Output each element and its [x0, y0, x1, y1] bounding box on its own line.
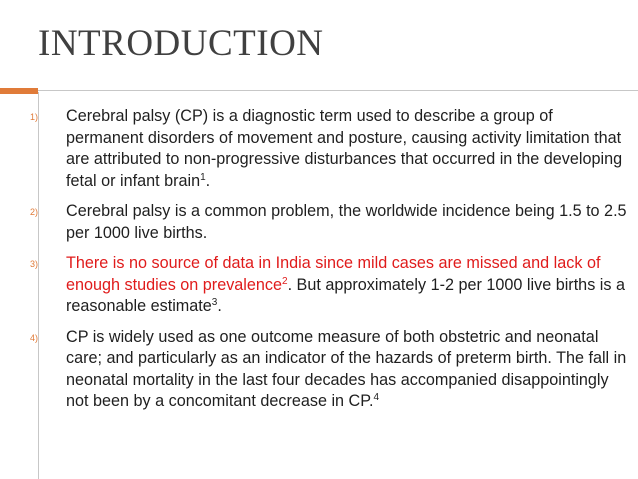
list-number: 2)	[30, 207, 39, 217]
reference-marker: 3	[211, 297, 218, 308]
title-divider	[38, 90, 638, 91]
list-item-1	[28, 106, 628, 192]
list-item-text: Cerebral palsy is a common problem, the worldwide incidence being 1.5 to 2.5 per 1000 live births.	[66, 202, 627, 242]
list-item-text: CP is widely used as one outcome measure of both obstetric and neonatal care; and particularly as an indicator of the hazards of preterm birth. The fall in neonatal mortality in the last four decades has accompanied disappointingly not been by a concomitant decrease in CP.	[66, 327, 627, 410]
list-item-4	[28, 327, 628, 413]
list-number: 4)	[30, 332, 39, 343]
list-item-2	[28, 201, 628, 244]
list-item-text: . But approximately 1-2 per 1000 live births is a reasonable estimate	[66, 275, 625, 315]
reference-marker: 4	[373, 392, 380, 403]
reference-marker: 1	[200, 171, 206, 183]
intro-list	[28, 106, 628, 422]
list-number: 1)	[30, 112, 39, 122]
list-item-end: .	[205, 171, 211, 190]
list-item-end: .	[217, 297, 222, 315]
highlighted-text: There is no source of data in India since mild cases are missed and lack of enough studies on prevalence	[66, 254, 601, 294]
list-number: 3)	[30, 259, 39, 269]
list-item-3	[28, 253, 628, 318]
list-item-text: Cerebral palsy (CP) is a diagnostic term used to describe a group of permanent disorders of movement and posture, causing activity limitation that are attributed to non-progressive disturbances that occurred in the developing fetal or infant brain	[66, 107, 623, 190]
reference-marker: 2	[282, 275, 288, 287]
accent-bar	[0, 88, 38, 94]
slide-title: INTRODUCTION	[38, 23, 324, 64]
